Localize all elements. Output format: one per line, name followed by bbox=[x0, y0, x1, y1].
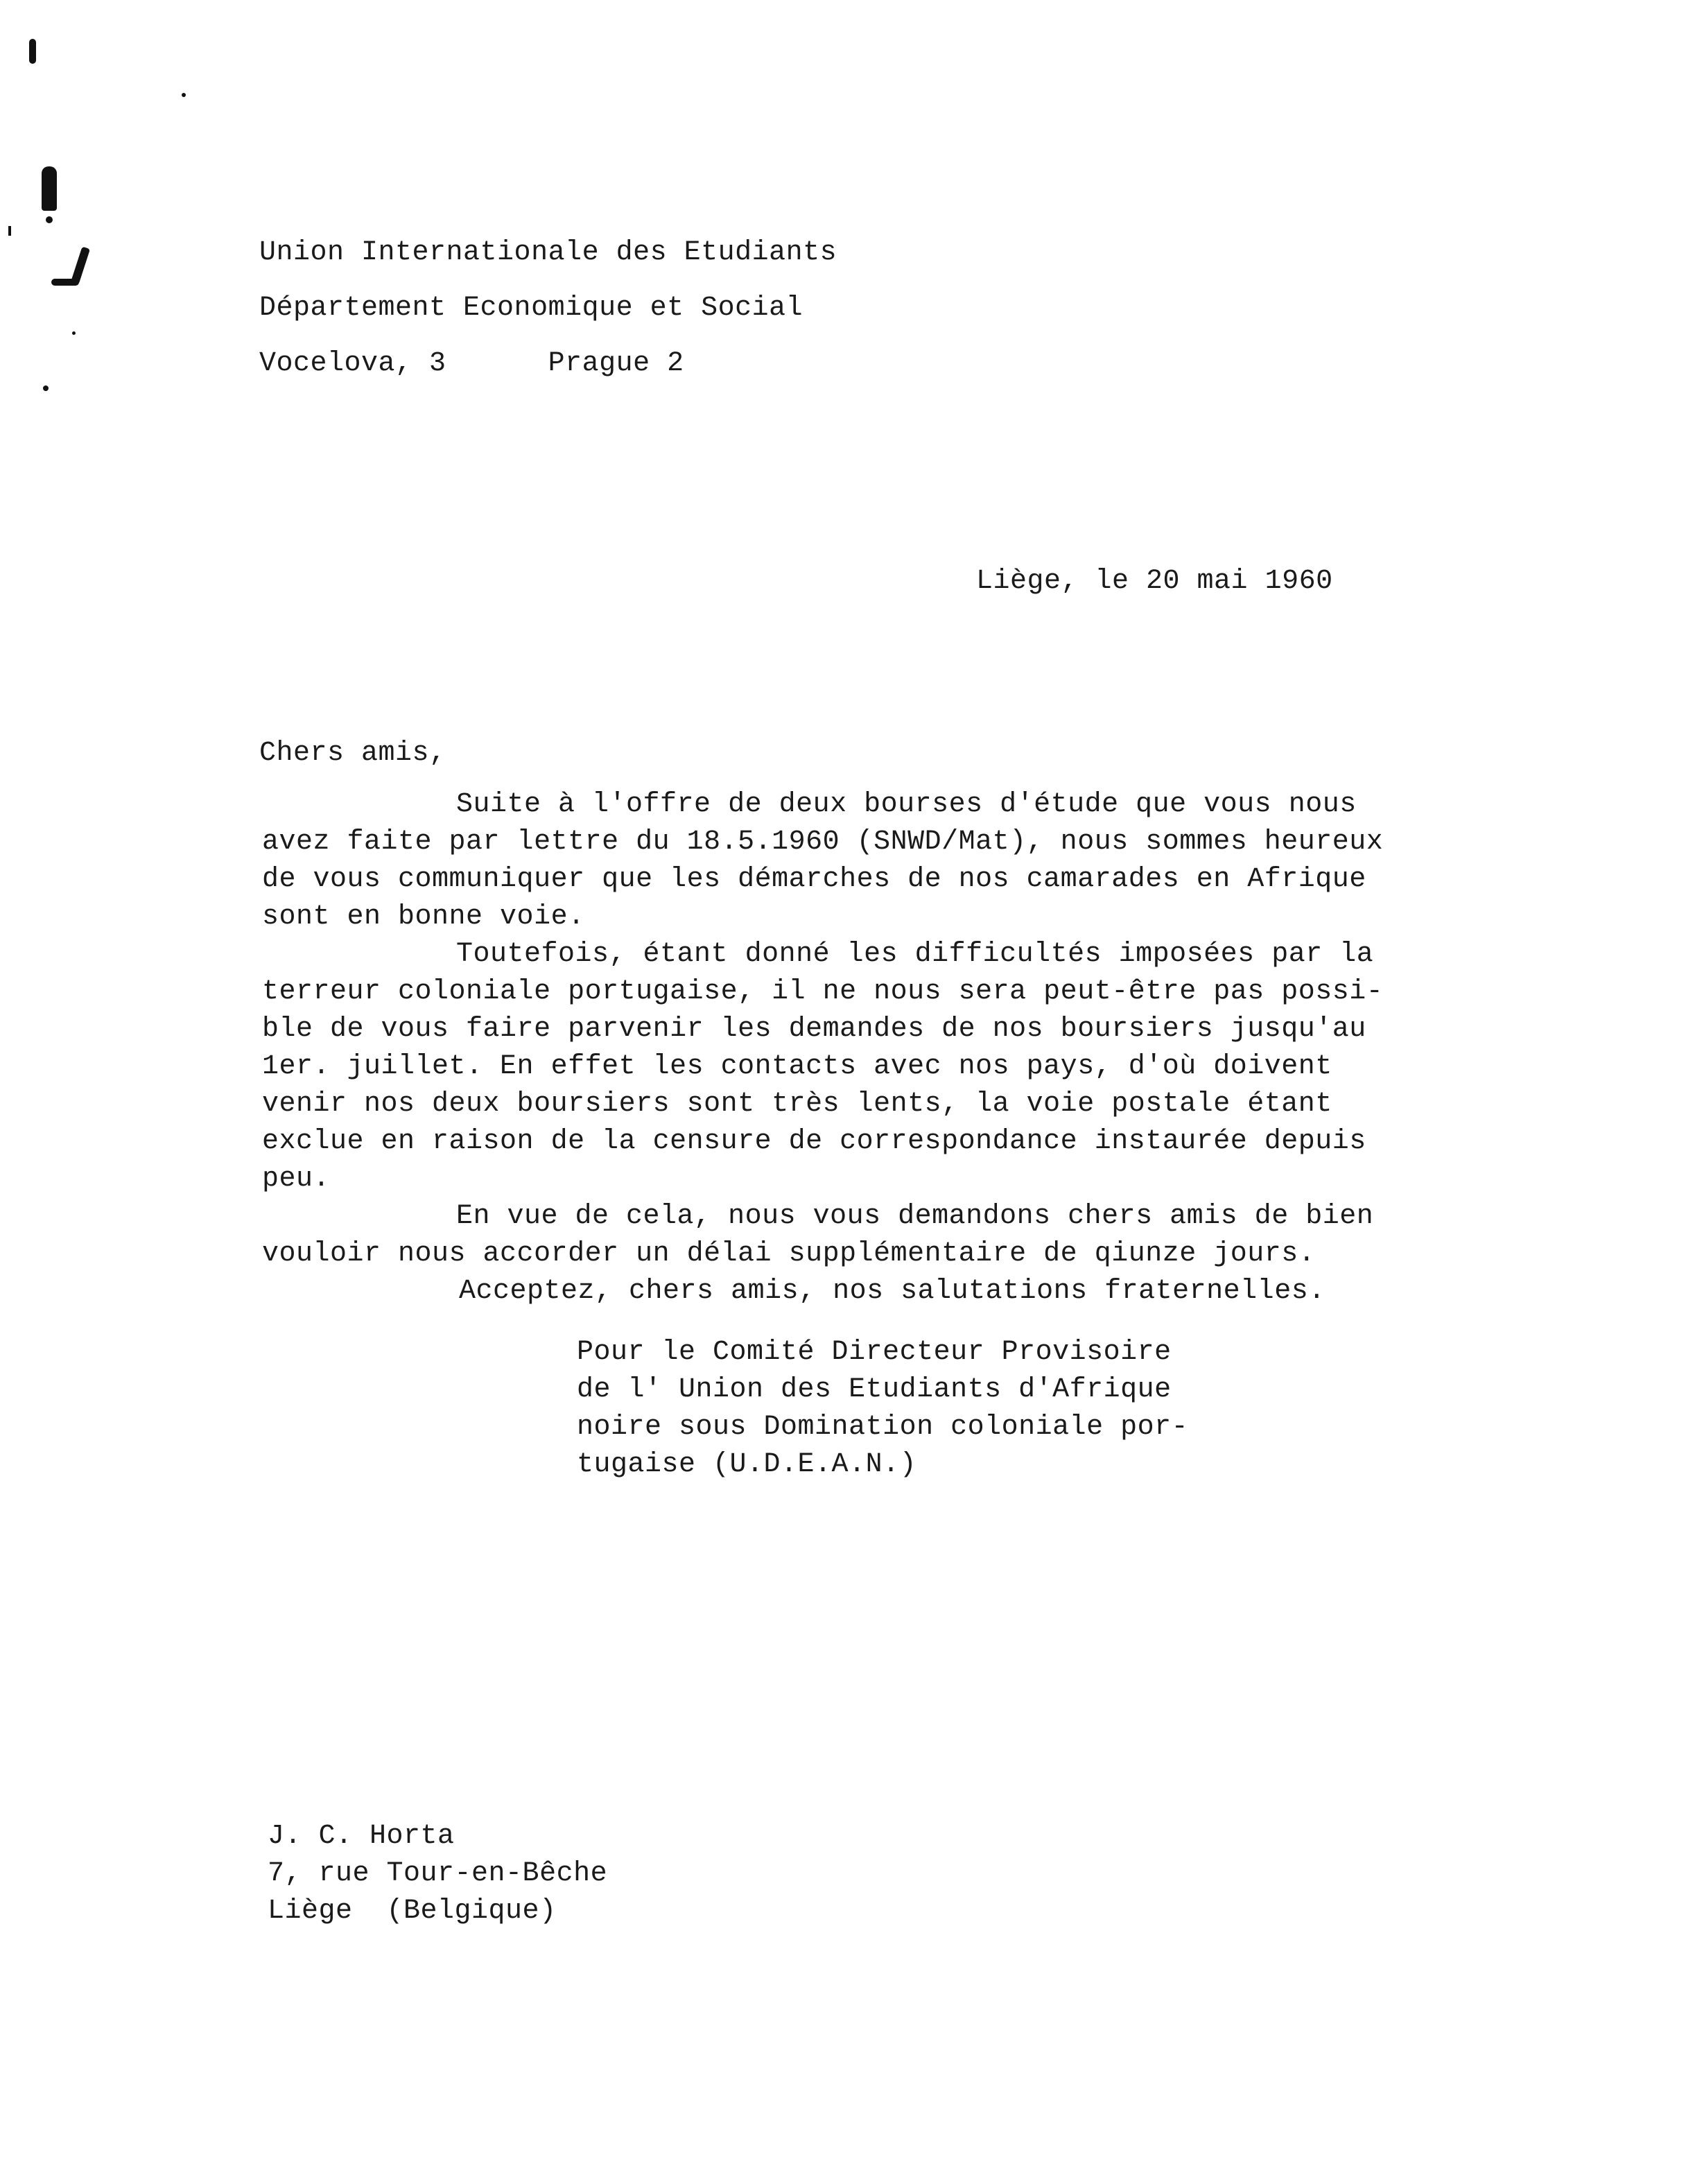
body-line: En vue de cela, nous vous demandons chers amis de bien bbox=[456, 1201, 1374, 1232]
body-line: de vous communiquer que les démarches de nos camarades en Afrique bbox=[262, 864, 1366, 895]
signature-line: tugaise (U.D.E.A.N.) bbox=[577, 1449, 917, 1480]
body-line: vouloir nous accorder un délai supplémentaire de qiunze jours. bbox=[262, 1238, 1316, 1269]
signature-line: Pour le Comité Directeur Provisoire bbox=[577, 1337, 1172, 1368]
sender-name: J. C. Horta bbox=[268, 1821, 455, 1852]
margin-mark bbox=[8, 226, 11, 236]
margin-mark bbox=[72, 331, 76, 335]
letter-date: Liège, le 20 mai 1960 bbox=[976, 566, 1333, 597]
margin-mark bbox=[46, 216, 53, 223]
body-line: exclue en raison de la censure de correspondance instaurée depuis bbox=[262, 1126, 1366, 1157]
body-line: peu. bbox=[262, 1163, 331, 1195]
closing-line: Acceptez, chers amis, nos salutations fraternelles. bbox=[459, 1276, 1326, 1307]
body-line: avez faite par lettre du 18.5.1960 (SNWD/Mat), nous sommes heureux bbox=[262, 826, 1384, 858]
recipient-department: Département Economique et Social bbox=[259, 293, 803, 324]
margin-mark bbox=[29, 39, 36, 64]
body-line: terreur coloniale portugaise, il ne nous sera peut-être pas possi- bbox=[262, 976, 1384, 1007]
margin-mark bbox=[182, 93, 186, 97]
body-line: ble de vous faire parvenir les demandes de nos boursiers jusqu'au bbox=[262, 1014, 1366, 1045]
body-line: venir nos deux boursiers sont très lents, la voie postale étant bbox=[262, 1089, 1332, 1120]
signature-line: de l' Union des Etudiants d'Afrique bbox=[577, 1374, 1172, 1405]
body-line: sont en bonne voie. bbox=[262, 901, 585, 933]
recipient-address: Vocelova, 3 Prague 2 bbox=[259, 348, 684, 379]
greeting: Chers amis, bbox=[259, 738, 446, 769]
margin-mark bbox=[42, 166, 57, 211]
sender-street: 7, rue Tour-en-Bêche bbox=[268, 1858, 608, 1889]
margin-mark bbox=[51, 279, 79, 286]
sender-city: Liège (Belgique) bbox=[268, 1896, 557, 1927]
body-line: 1er. juillet. En effet les contacts avec nos pays, d'où doivent bbox=[262, 1051, 1332, 1082]
margin-mark bbox=[43, 385, 49, 391]
body-line: Suite à l'offre de deux bourses d'étude que vous nous bbox=[456, 789, 1357, 820]
recipient-organization: Union Internationale des Etudiants bbox=[259, 237, 837, 268]
body-line: Toutefois, étant donné les difficultés imposées par la bbox=[456, 939, 1374, 970]
signature-line: noire sous Domination coloniale por- bbox=[577, 1412, 1189, 1443]
